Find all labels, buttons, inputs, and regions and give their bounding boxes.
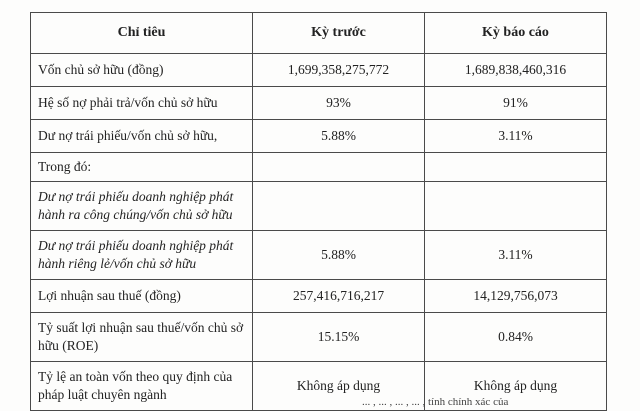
- row-previous-value: [253, 153, 425, 182]
- table-row: [31, 362, 607, 411]
- row-label: Lợi nhuận sau thuế (đồng): [31, 280, 253, 313]
- table-row: [31, 153, 607, 182]
- row-previous-value: 257,416,716,217: [253, 280, 425, 313]
- row-label: Tỷ lệ an toàn vốn theo quy định của pháp luật chuyên ngành: [31, 362, 253, 411]
- row-current-value: Không áp dụng: [425, 362, 607, 411]
- row-current-value: 3.11%: [425, 120, 607, 153]
- row-label: Tỷ suất lợi nhuận sau thuế/vốn chủ sở hữu (ROE): [31, 313, 253, 362]
- table-row: [31, 87, 607, 120]
- row-previous-value: 5.88%: [253, 231, 425, 280]
- row-previous-value: 15.15%: [253, 313, 425, 362]
- header-reporting-period: Kỳ báo cáo: [425, 13, 607, 54]
- row-current-value: 1,689,838,460,316: [425, 54, 607, 87]
- table-row: [31, 120, 607, 153]
- row-previous-value: 5.88%: [253, 120, 425, 153]
- row-label: Dư nợ trái phiếu doanh nghiệp phát hành ra công chúng/vốn chủ sở hữu: [31, 182, 253, 231]
- table-row: [31, 313, 607, 362]
- row-current-value: 14,129,756,073: [425, 280, 607, 313]
- row-label: Trong đó:: [31, 153, 253, 182]
- table-header-row: [31, 13, 607, 54]
- row-label: Dư nợ trái phiếu/vốn chủ sở hữu,: [31, 120, 253, 153]
- row-previous-value: [253, 182, 425, 231]
- row-label: Hệ số nợ phải trả/vốn chủ sở hữu: [31, 87, 253, 120]
- row-current-value: 3.11%: [425, 231, 607, 280]
- table-row: [31, 54, 607, 87]
- row-label: Dư nợ trái phiếu doanh nghiệp phát hành riêng lẻ/vốn chủ sở hữu: [31, 231, 253, 280]
- row-current-value: 0.84%: [425, 313, 607, 362]
- header-previous-period: Kỳ trước: [253, 13, 425, 54]
- table-row: [31, 280, 607, 313]
- row-previous-value: 1,699,358,275,772: [253, 54, 425, 87]
- footer-text-fragment: ... , ... , ... , ... , tính chính xác của: [362, 396, 509, 408]
- row-previous-value: Không áp dụng: [253, 362, 425, 411]
- row-current-value: [425, 153, 607, 182]
- row-current-value: [425, 182, 607, 231]
- table-row: [31, 182, 607, 231]
- row-current-value: 91%: [425, 87, 607, 120]
- table-row: [31, 231, 607, 280]
- header-indicator: Chỉ tiêu: [31, 13, 253, 54]
- row-previous-value: 93%: [253, 87, 425, 120]
- row-label: Vốn chủ sở hữu (đồng): [31, 54, 253, 87]
- financial-indicators-table: [30, 12, 607, 411]
